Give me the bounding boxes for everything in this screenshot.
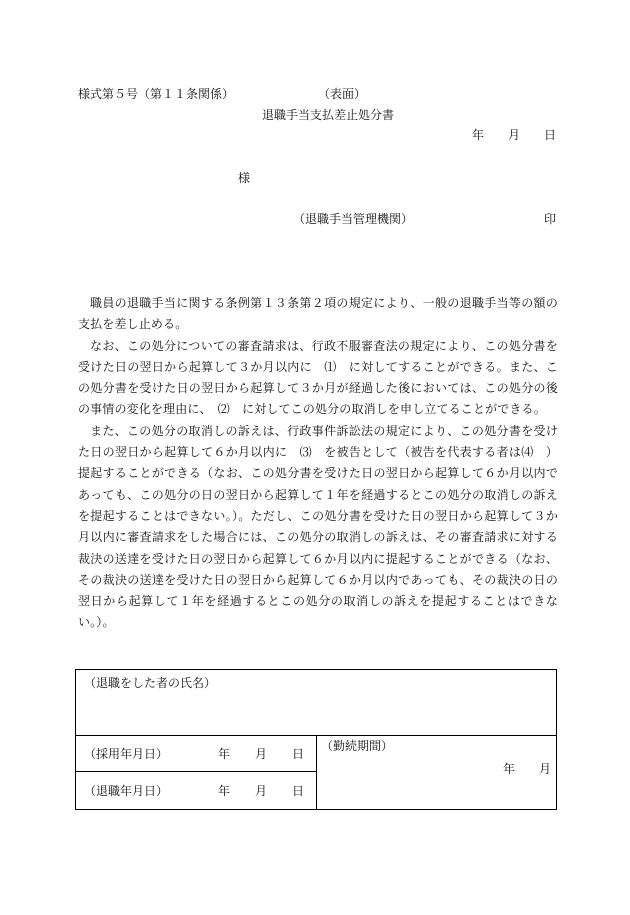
- seal-mark: 印: [544, 212, 557, 226]
- retire-month-label: 月: [255, 784, 268, 798]
- hire-date-label: （採用年月日）: [84, 747, 169, 761]
- service-period-cell: [317, 736, 556, 809]
- service-period-label: （勤続期間）: [321, 739, 394, 753]
- service-year-label: 年: [503, 762, 516, 776]
- name-label: （退職をした者の氏名）: [84, 676, 217, 690]
- body-paragraph-2: なお、この処分についての審査請求は、行政不服審査法の規定により、この処分書を受けた日の翌日から起算して３か月以内に ⑴ に対してすることができる。また、この処分書を受けた日の翌日から起算して３か月が経過した後においては、この処分の後の事情の変化を理由に、 ⑵ に対してこの処分の取消しを申し立てることができる。: [78, 338, 558, 417]
- retire-date-cell: [76, 772, 317, 809]
- service-month-label: 月: [539, 762, 552, 776]
- issue-date: [0, 128, 630, 142]
- retiree-info-table: [75, 669, 557, 810]
- body-paragraph-1: 職員の退職手当に関する条例第１３条第２項の規定により、一般の退職手当等の額の支払を差し止める。: [78, 296, 558, 332]
- notice-body: [78, 293, 558, 634]
- document-title: 退職手当支払差止処分書: [262, 108, 395, 122]
- retire-day-label: 日: [292, 784, 305, 798]
- retire-date-label: （退職年月日）: [84, 784, 169, 798]
- hire-year-label: 年: [218, 747, 231, 761]
- date-year-label: 年: [472, 128, 485, 142]
- hire-date-cell: [76, 736, 317, 772]
- addressee-honorific: 様: [238, 171, 251, 185]
- form-number: 様式第５号（第１１条関係）: [78, 87, 235, 101]
- retire-year-label: 年: [218, 784, 231, 798]
- name-cell: [76, 670, 556, 736]
- hire-day-label: 日: [292, 747, 305, 761]
- date-day-label: 日: [544, 128, 557, 142]
- body-paragraph-3: また、この処分の取消しの訴えは、行政事件訴訟法の規定により、この処分書を受けた日の翌日から起算して６か月以内に ⑶ を被告として（被告を代表する者は⑷ ）提起することができる（なお、この処分書を受けた日の翌日から起算して６か月以内であっても、この処分の日の翌日から起算して１年を経過するとこの処分の取消しの訴えを提起することはできない。）。ただし、この処分書を受けた日の翌日から起算して３か月以内に審査請求をした場合には、この処分の取消しの訴えは、その審査請求に対する裁決の送達を受けた日の翌日から起算して６か月以内に提起することができる（なお、その裁決の送達を受けた日の翌日から起算して６か月以内であっても、その裁決の日の翌日から起算して１年を経過するとこの処分の取消しの訴えを提起することはできない。）。: [78, 423, 558, 630]
- hire-month-label: 月: [255, 747, 268, 761]
- side-indicator: （表面）: [318, 87, 367, 101]
- issuing-authority: （退職手当管理機関）: [293, 212, 414, 226]
- date-month-label: 月: [508, 128, 521, 142]
